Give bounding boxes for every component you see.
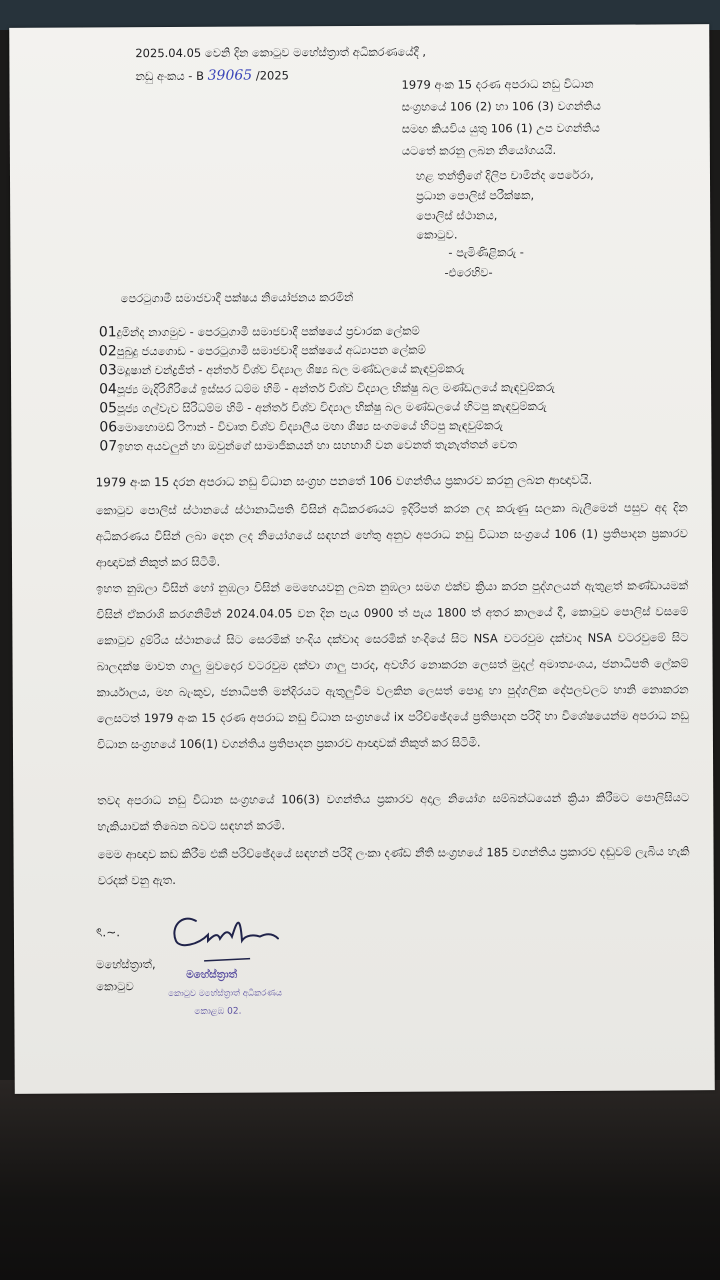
complainant-line: කොටුව. [416,227,458,242]
case-prefix: නඩු අංකය - B [135,68,204,84]
complainant-line: පොලිස් ස්ථානය, [416,208,498,223]
versus-label: -එරෙහිව- [444,265,493,280]
order-title: 1979 අංක 15 දරන අපරාධ නඩු විධාන සංග්‍රහ පනතේ 106 වගන්තිය ප්‍රකාරව කරනු ලබන ආඥාවයි. [95,472,593,490]
complainant-role: - පැමිණිළිකරු - [448,245,524,260]
complainant-line: ප්‍රධාන පොලිස් පරීක්ෂක, [416,188,535,203]
respondent-text: මදූෂාන් චන්ද්‍රජිත් - අන්තර් විශ්ව විද්‍යාල ශිෂ්‍ය බල මණ්ඩලයේ කැඳවුම්කරු [116,361,465,378]
stamp-line: කොළඹ 02. [194,1006,242,1017]
respondent-number: 05 [99,400,118,417]
party-line: පෙරටුගාමී සමාජවාදී පක්ෂය නියෝජනය කරමින් [120,290,354,306]
respondent-text: ඉහත අයවලුන් හා ඔවුන්ගේ සාමාජිකයන් හා සහභාගි වන වෙනත් තැනැත්තන් වෙත [117,437,518,454]
respondent-item [99,416,503,436]
case-handwritten-number: 39065 [207,67,253,84]
respondent-number: 04 [99,381,117,398]
respondent-number: 07 [99,438,118,455]
statute-line: සමඟ කියවිය යුතු 106 (1) උප වගන්තිය [401,120,600,136]
background-surface [0,1080,720,1280]
respondent-item [99,341,426,361]
signer-location: කොටුව [96,979,134,994]
body-paragraph: තවද අපරාධ නඩු විධාන සංග්‍රහයේ 106(3) වගන්තිය ප්‍රකාරව අදාල නියෝග සම්බන්ධයෙන් ක්‍රියා කිරීමට පොලිසියට හැකියාවක් තිබෙන බවට සඳහන් කරමි. [97,790,690,834]
signer-title: මහේස්ත්‍රාත්, [96,957,156,972]
respondent-text: පූජ්‍ය ගල්වැව සිරිධම්ම හිමි - අන්තර් විශ්ව විද්‍යාල භික්ෂු බල මණ්ඩලයේ හිටපු කැඳවුම්කරු [116,399,547,416]
respondent-number: 02 [98,343,117,360]
date-line: 2025.04.05 වෙනි දින කොටුව මහේස්ත්‍රාත් අධිකරණයේදී , [135,44,427,61]
body-paragraph: මෙම ආඥාව කඩ කිරීම එකී පරිච්ඡේදයේ සඳහන් පරිදි ලංකා දණ්ඩ නීති සංග්‍රහයේ 185 වගන්තිය ප්‍රකාරව දඬුවම් ලැබිය හැකි වරදක් වනු ඇත. [97,844,690,888]
respondent-item [99,397,546,418]
respondent-number: 06 [99,419,118,436]
case-suffix: /2025 [255,68,290,83]
statute-line: 1979 අංක 15 දරණ අපරාධ නඩු විධාන [401,76,594,92]
statute-line: සංග්‍රහයේ 106 (2) හා 106 (3) වගන්තිය [401,98,601,114]
respondent-number: 03 [98,362,117,379]
complainant-line: හළ තන්ත්‍රිගේ දිලිප චාමින්ද පෙරේරා, [415,167,594,183]
body-paragraph: කොටුව පොලිස් ස්ථානයේ ස්ථානාධිපති විසින් අධිකරණයට ඉදිරිපත් කරන ලද කරුණු සලකා බැලීමෙන් පසුව අද දින අධිකරණය විසින් ලබා දෙන ලද නියෝගයේ සඳහන් හේතු අනුව අපරාධ නඩු විධාන සංග්‍රයේ 106 (1) ප්‍රතිපාදන ප්‍රකාරව ආඥාවක් නිකුත් කර සිටිමි. [95,500,688,570]
body-paragraph: ඉහත නුඹලා විසින් හෝ නුඹලා විසින් මෙහෙයවනු ලබන නුඹලා සමග එක්ව ක්‍රියා කරන පුද්ගලයන් ඇතුළත් කණ්ඩායමක් විසින් ඒකරාශි කරගනිමින් 2024.04.05 වන දින පැය 0900 ත් පැය 1800 ත් අතර කාලයේ දී, කොටුව පොලිස් වසමේ කොටුව දුම්රිය ස්ථානයේ සිට සෙරමික් හංදිය දක්වාද සෙරමික් හංදියේ සිට NSA වටරවුම දක්වාද NSA වටරවුමේ සිට බාලදක්ෂ මාවත ගාලු මුවදොර වටරවුම දක්වා ගාලු පාරද, අවහිර නොකරන ලෙසත් මුදල් අමාත්‍යංශය, ජනාධිපති ලේකම් කාර්යාලය, මහ බැංකුව, ජනාධිපති මන්දිරයට ඇතුලුවීම වලකින ලෙසත් පොදු හා පුද්ගලික දේපලවලට හානි නොකරන ලෙසටත් 1979 අංක 15 දරණ අපරාධ නඩු විධාන සංග්‍රහයේ ix පරිච්ඡේදයේ ප්‍රතිපාදන පරිදි හා විශේෂයෙන්ම අපරාධ නඩු විධාන සංග්‍රහයේ 106(1) වගන්තිය ප්‍රතිපාදන ප්‍රකාරව ආඥාවක් නිකුත් කර සිටිමි. [96,578,689,752]
stamp-line: කොටුව මහේස්ත්‍රාත් අධිකරණය [168,988,282,1000]
respondent-text: දුමින්ද නාගමුව - පෙරටුගාමී සමාජවාදී පක්ෂයේ ප්‍රචාරක ලේකම් [116,323,420,340]
respondent-text: පූජ්‍ය මැදිරිගිරියේ ඉස්සර ධම්ම හිමි - අන්තර් විශ්ව විද්‍යාල භික්ෂු බල මණ්ඩලයේ කැඳවුම්කරු [116,379,555,397]
respondent-item [99,435,517,455]
stamp-line: මහේස්ත්‍රාත් [186,968,238,981]
respondent-text: මොහොමඩ් රිෆාන් - විවෘත විශ්ව විද්‍යාලීය මහා ශිෂ්‍ය සංගමයේ හිටපු කැඳවුම්කරු [117,418,504,435]
signature-mark [164,904,294,975]
respondent-item [99,378,555,399]
signature-initials: ৎ.~. [95,925,121,940]
respondent-number: 01 [98,324,117,341]
document-page [9,24,715,1094]
statute-line: යටතේ කරනු ලබන නියෝගයයි. [401,142,557,158]
respondent-item [99,359,464,379]
respondent-item [99,322,420,342]
case-number [135,66,289,85]
respondent-text: පුබුදු ජයගොඩ - පෙරටුගාමී සමාජවාදී පක්ෂයේ අධ්‍යාපන ලේකම් [116,342,426,359]
